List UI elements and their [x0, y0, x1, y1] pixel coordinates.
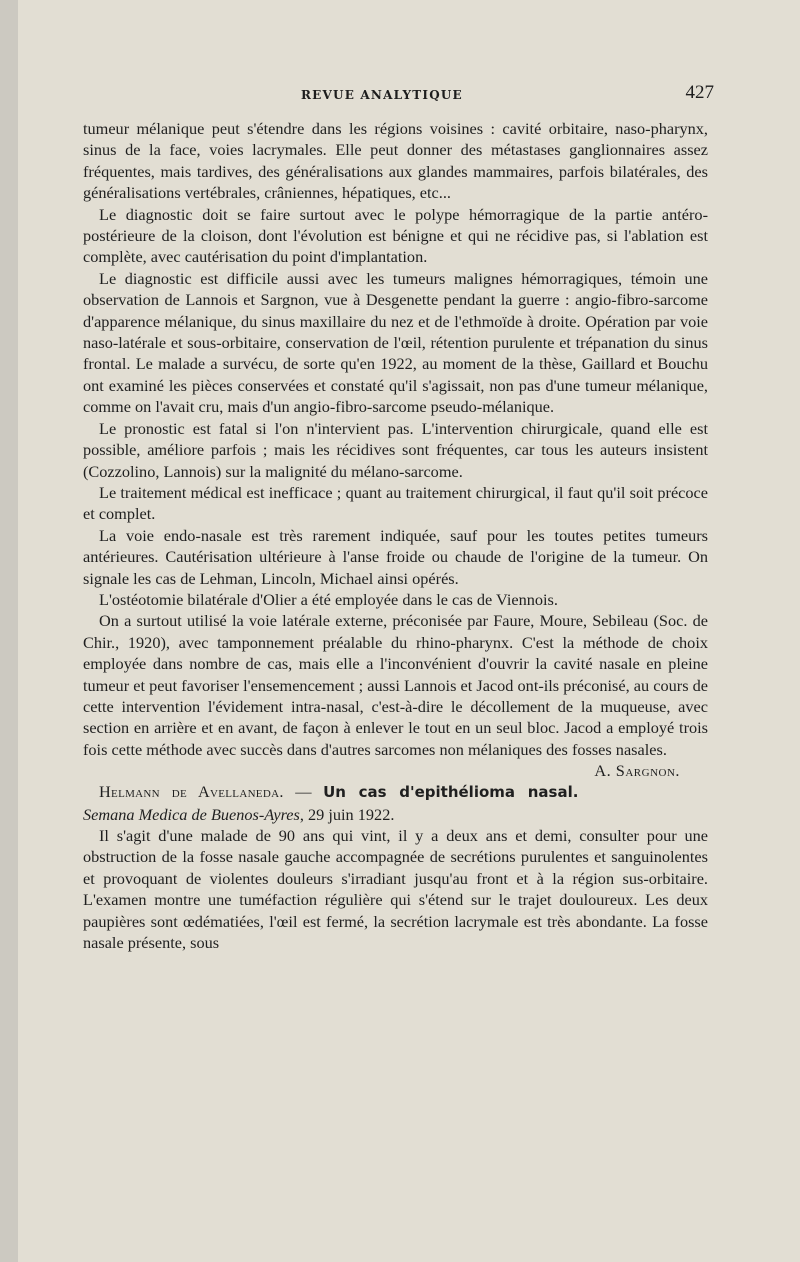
- paragraph: Le diagnostic est difficile aussi avec les tumeurs malignes hémorragiques, témoin une observation de Lannois et Sargnon, vue à Desgenette pendant la guerre : angio-fibro-sarcome d'apparence mélanique, du sinus maxillaire du nez et de l'ethmoïde à droite. Opération par voie naso-latérale et sous-orbitaire, conservation de l'œil, rétention purulente et trépanation du sinus frontal. Le malade a survécu, de sorte qu'en 1922, au moment de la thèse, Gaillard et Bouchu ont examiné les pièces conservées et constaté qu'il s'agissait, non pas d'une tumeur mélanique, comme on l'avait cru, mais d'un angio-fibro-sarcome pseudo-mélanique.: [83, 268, 708, 417]
- body-text: [83, 118, 708, 953]
- paragraph: Le diagnostic doit se faire surtout avec le polype hémorragique de la partie antéro-postérieure de la cloison, dont l'évolution est bénigne et qui ne récidive pas, si l'ablation est complète, avec cautérisation du point d'implantation.: [83, 204, 708, 267]
- paragraph: La voie endo-nasale est très rarement indiquée, sauf pour les toutes petites tumeurs antérieures. Cautérisation ultérieure à l'anse froide ou chaude de l'origine de la tumeur. On signale les cas de Lehman, Lincoln, Michael ainsi opérés.: [83, 525, 708, 588]
- paragraph: tumeur mélanique peut s'étendre dans les régions voisines : cavité orbitaire, naso-pharynx, sinus de la face, voies lacrymales. Elle peut donner des métastases ganglionnaires assez fréquentes, mais tardives, des généralisations aux glandes mammaires, parfois bilatérales, des généralisations vertébrales, crâniennes, hépatiques, etc...: [83, 119, 708, 203]
- paragraph-text: On a surtout utilisé la voie latérale externe, préconisée par Faure, Moure, Sebileau (Soc. de Chir., 1920), avec tamponnement préalable du rhino-pharynx. C'est la méthode de choix employée dans nombre de cas, mais elle a l'inconvénient d'ouvrir la cavité nasale en pleine tumeur et peut favoriser l'ensemencement ; aussi Lannois et Jacod ont-ils préconisé, au cours de cette intervention l'évidement intra-nasal, c'est-à-dire le décollement de la muqueuse, avec section en arrière et en avant, de façon à enlever le tout en un seul bloc. Jacod a employé trois fois cette méthode avec succès dans d'autres sarcomes non mélaniques des fosses nasales.: [83, 611, 708, 759]
- paragraph: Il s'agit d'une malade de 90 ans qui vint, il y a deux ans et demi, consulter pour une obstruction de la fosse nasale gauche accompagnée de secrétions purulentes et sanguinolentes et provoquant de violentes douleurs s'irradiant jusqu'au front et à la région sus-orbitaire. L'examen montre une tuméfaction régulière qui s'étend sur le trajet douloureux. Les deux paupières sont œdématiées, l'œil est fermé, la secrétion lacrymale est très abondante. La fosse nasale présente, sous: [83, 826, 708, 953]
- paragraph: Le traitement médical est inefficace ; quant au traitement chirurgical, il faut qu'il soit précoce et complet.: [83, 482, 708, 524]
- reference-dash: —: [283, 782, 324, 802]
- page-number: 427: [685, 82, 714, 103]
- journal-page: [18, 0, 800, 1262]
- running-head: [83, 82, 714, 112]
- paragraph: L'ostéotomie bilatérale d'Olier a été employée dans le cas de Viennois.: [99, 589, 558, 609]
- reference-date: , 29 juin 1922.: [299, 804, 395, 824]
- reference-authors: Helmann de Avellaneda.: [99, 782, 284, 802]
- reference-title: Un cas d'epithélioma nasal.: [323, 783, 579, 802]
- running-title: REVUE ANALYTIQUE: [301, 88, 463, 102]
- author-signature: A. Sargnon.: [594, 761, 680, 781]
- paragraph-last: [83, 610, 708, 781]
- reference-journal: Semana Medica de Buenos-Ayres: [83, 804, 300, 824]
- paragraph: Le pronostic est fatal si l'on n'intervient pas. L'intervention chirurgicale, quand elle est possible, améliore parfois ; mais les récidives sont fréquentes, car tous les auteurs insistent (Cozzolino, Lannois) sur la malignité du mélano-sarcome.: [83, 418, 708, 481]
- reference-heading: [83, 781, 708, 825]
